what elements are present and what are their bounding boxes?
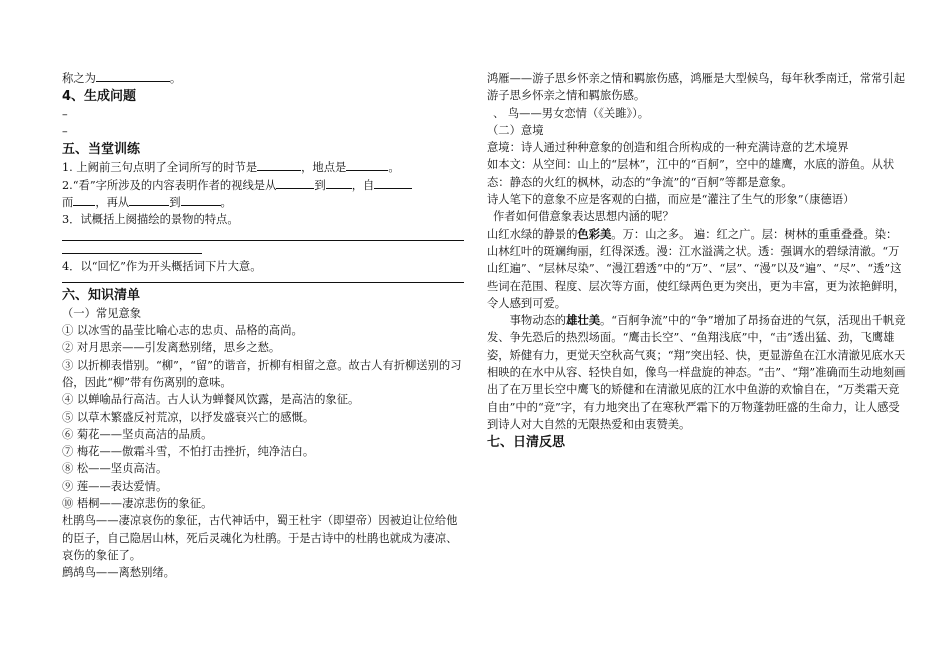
paragraph-dynamic-beauty [487,312,907,433]
text: 而 [62,195,74,209]
text: 1. 上阙前三句点明了全词所写的时节是 [62,161,258,175]
list-item: ③ 以折柳表惜别。“柳”，“留”的谐音，折柳有相留之意。故古人有折柳送别的习俗，因此“柳”带有伤离别的意味。 [62,358,462,389]
list-item: ④ 以蝉喻品行高洁。古人认为蝉餐风饮露，是高洁的象征。 [62,393,360,407]
answer-line[interactable] [62,276,464,283]
answer-line[interactable] [62,228,464,241]
text: 2.“看”字所涉及的内容表明作者的视线是从 [62,178,277,192]
question-1 [62,159,464,176]
fill-line-1 [62,70,464,87]
bold-term: 色彩美 [577,227,612,241]
paragraph-example: 如本文：从空间：山上的“层林”，江中的“百舸”，空中的雄鹰，水底的游鱼。从状态：静态的火红的枫林，动态的“争流”的“百舸”等都是意象。 [487,158,895,189]
blank-line[interactable] [276,177,314,189]
paragraph-hongyan: 鸿雁——游子思乡怀亲之情和羁旅伤感，鸿雁是大型候鸟，每年秋季南迁，常常引起游子思乡怀亲之情和羁旅伤感。 [487,72,905,103]
blank-line[interactable] [96,70,170,82]
answer-line[interactable] [62,241,202,254]
text: 事物动态的 [509,314,567,328]
text: ，地点是 [301,161,347,175]
section-5-heading: 五、当堂训练 [62,142,141,158]
list-item: ⑦ 梅花——傲霜斗雪，不怕打击挫折，纯净洁白。 [62,445,315,459]
question-3: 3．试概括上阕描绘的景物的特点。 [62,213,239,227]
text: 称之为 [62,72,96,85]
blank-line[interactable] [374,177,412,189]
list-item: ① 以冰雪的晶莹比喻心志的忠贞、品格的高尚。 [62,324,303,338]
subheading-artistic-conception: （二）意境 [487,123,544,137]
text: ，自 [351,178,375,192]
text: 。 [220,195,232,209]
text: ，再从 [95,195,130,209]
paragraph-niao: 、 鸟——男女恋情（《关雎》）。 [493,106,650,120]
dash-line: – [62,108,68,122]
text: 到 [169,195,181,209]
list-item: ⑥ 菊花——坚贞高洁的品质。 [62,427,213,441]
blank-line[interactable] [129,194,169,206]
list-item: ② 对月思亲——引发离愁别绪，思乡之愁。 [62,341,281,355]
list-item: ⑩ 梧桐——凄凉悲伤的象征。 [62,497,213,511]
right-column [487,70,907,452]
blank-line[interactable] [346,159,388,171]
text: 。 [169,72,182,85]
list-item: ⑤ 以草木繁盛反衬荒凉，以抒发盛衰兴亡的感慨。 [62,410,315,424]
question-2 [62,177,464,194]
section-7-heading: 七、日清反思 [487,435,566,451]
paragraph-poet: 诗人笔下的意象不应是客观的白描，而应是“灌注了生气的形象”（康德语） [487,193,855,207]
text: 。万：山之多。 遍：红之广。层：树林的重重叠叠。染：山林红叶的斑斓绚丽，红得深透。漫：江水溢满之状。透：强调水的碧绿清澈。“万山红遍”、“层林尽染”、“漫江碧透”中的“万”、“层”、“漫”以及“遍”、“尽”、“透”这些词在范围、程度、层次等方面，使红绿两色更为突出，更为丰富，更为浓艳鲜明，令人感到可爱。 [487,227,905,310]
left-column [62,70,464,582]
blank-line[interactable] [326,177,352,189]
paragraph-yijing: 意境：诗人通过种种意象的创造和组合所构成的一种充满诗意的艺术境界 [487,141,849,155]
section-4-heading: 4、生成问题 [62,89,137,105]
list-item: ⑧ 松——坚贞高洁。 [62,462,168,476]
subheading-imagery: （一）常见意象 [62,306,142,320]
dash-line: – [62,125,68,139]
blank-line[interactable] [257,159,301,171]
blank-line[interactable] [181,194,221,206]
paragraph-color-beauty [487,226,907,312]
paragraph-dujuan: 杜鹃鸟——凄凉哀伤的象征，古代神话中，蜀王杜宇（即望帝）因被迫让位给他的臣子，自己隐居山林，死后灵魂化为杜鹃。于是古诗中的杜鹃也就成为凄凉、哀伤的象征了。 [62,514,458,562]
list-item: ⑨ 莲——表达爱情。 [62,479,168,493]
text: 。“百舸争流”中的“争”增加了昂扬奋进的气氛，活现出千帆竞发、争先恐后的热烈场面。“鹰击长空”、“鱼翔浅底”中，“击”透出猛、劲，飞鹰雄姿，矫健有力，更觉天空秋高气爽；“翔”突出轻、快，更显游鱼在江水清澈见底水天相映的在水中从容、轻快自如，像鸟一样盘旋的神态。“击”、“翔”准确而生动地刻画出了在万里长空中鹰飞的矫健和在清澈见底的江水中鱼游的欢愉自在，“万类霜天竞自由”中的“竞”字，有力地突出了在寒秋严霜下的万物蓬勃旺盛的生命力，让人感受到诗人对大自然的无限热爱和由衷赞美。 [487,314,906,431]
text: 山红水绿的静景的 [487,227,578,241]
paragraph-zhegu: 鹧鸪鸟——离愁别绪。 [62,566,175,580]
text: 。 [388,161,400,175]
question-4: 4．以“回忆”作为开头概括词下片大意。 [62,260,262,274]
bold-term: 雄壮美 [566,314,600,328]
paragraph-question: 作者如何借意象表达思想内涵的呢？ [493,210,674,224]
blank-line[interactable] [73,194,95,206]
text: 到 [314,178,326,192]
section-6-heading: 六、知识清单 [62,287,141,303]
question-2-cont [62,194,464,211]
